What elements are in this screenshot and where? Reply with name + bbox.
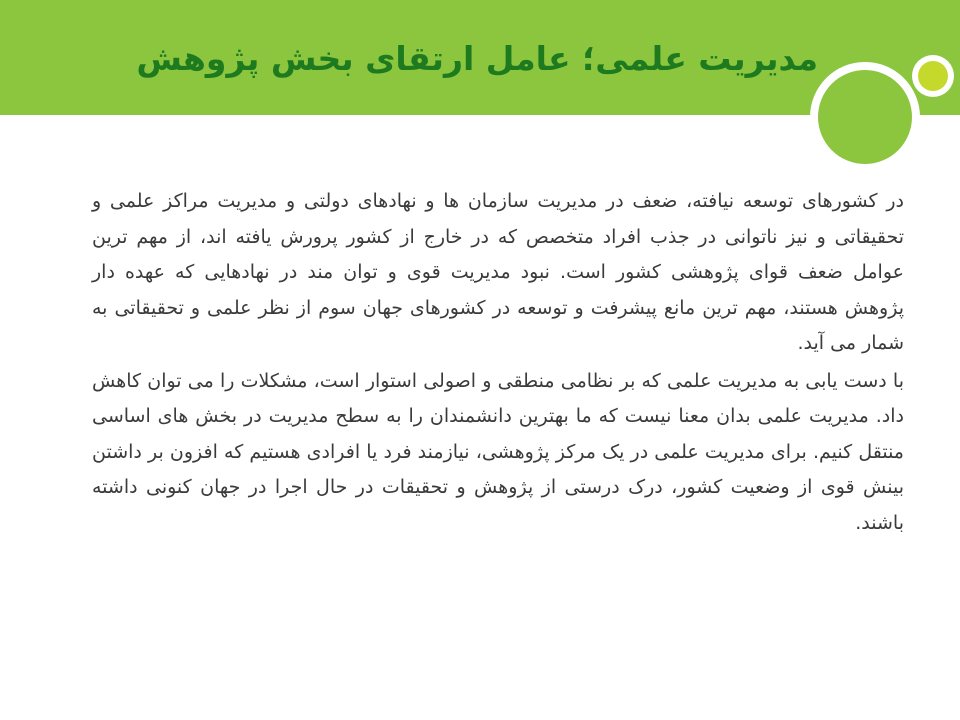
paragraph-weak-management: در کشورهای توسعه نیافته، ضعف در مدیریت سازمان ها و نهادهای دولتی و مدیریت مراکز علمی و تحقیقاتی و نیز ناتوانی در جذب افراد متخصص که در خارج از کشور پرورش یافته اند، از مهم ترین عوامل ضعف قوای پژوهشی کشور است. نبود مدیریت قوی و توان مند در نهادهایی که عهده دار پژوهش هستند، مهم ترین مانع پیشرفت و توسعه در کشورهای جهان سوم از نظر علمی و تحقیقاتی به شمار می آید. <box>92 190 904 354</box>
decorative-circle-large <box>818 70 912 164</box>
paragraph-scientific-management: با دست یابی به مدیریت علمی که بر نظامی منطقی و اصولی استوار است، مشکلات را می توان کاهش داد. مدیریت علمی بدان معنا نیست که ما بهترین دانشمندان را به سطح مدیریت در بخش های اساسی منتقل کنیم. برای مدیریت علمی در یک مرکز پژوهشی، نیازمند فرد یا افرادی هستیم که افزون بر داشتن بینش قوی از وضعیت کشور، درک درستی از پژوهش و تحقیقات در حال اجرا در جهان کنونی داشته باشند. <box>92 369 904 534</box>
slide-title: مدیریت علمی؛ عامل ارتقای بخش پژوهش <box>136 39 818 78</box>
slide-body <box>92 184 904 541</box>
decorative-circle-small <box>918 61 948 91</box>
